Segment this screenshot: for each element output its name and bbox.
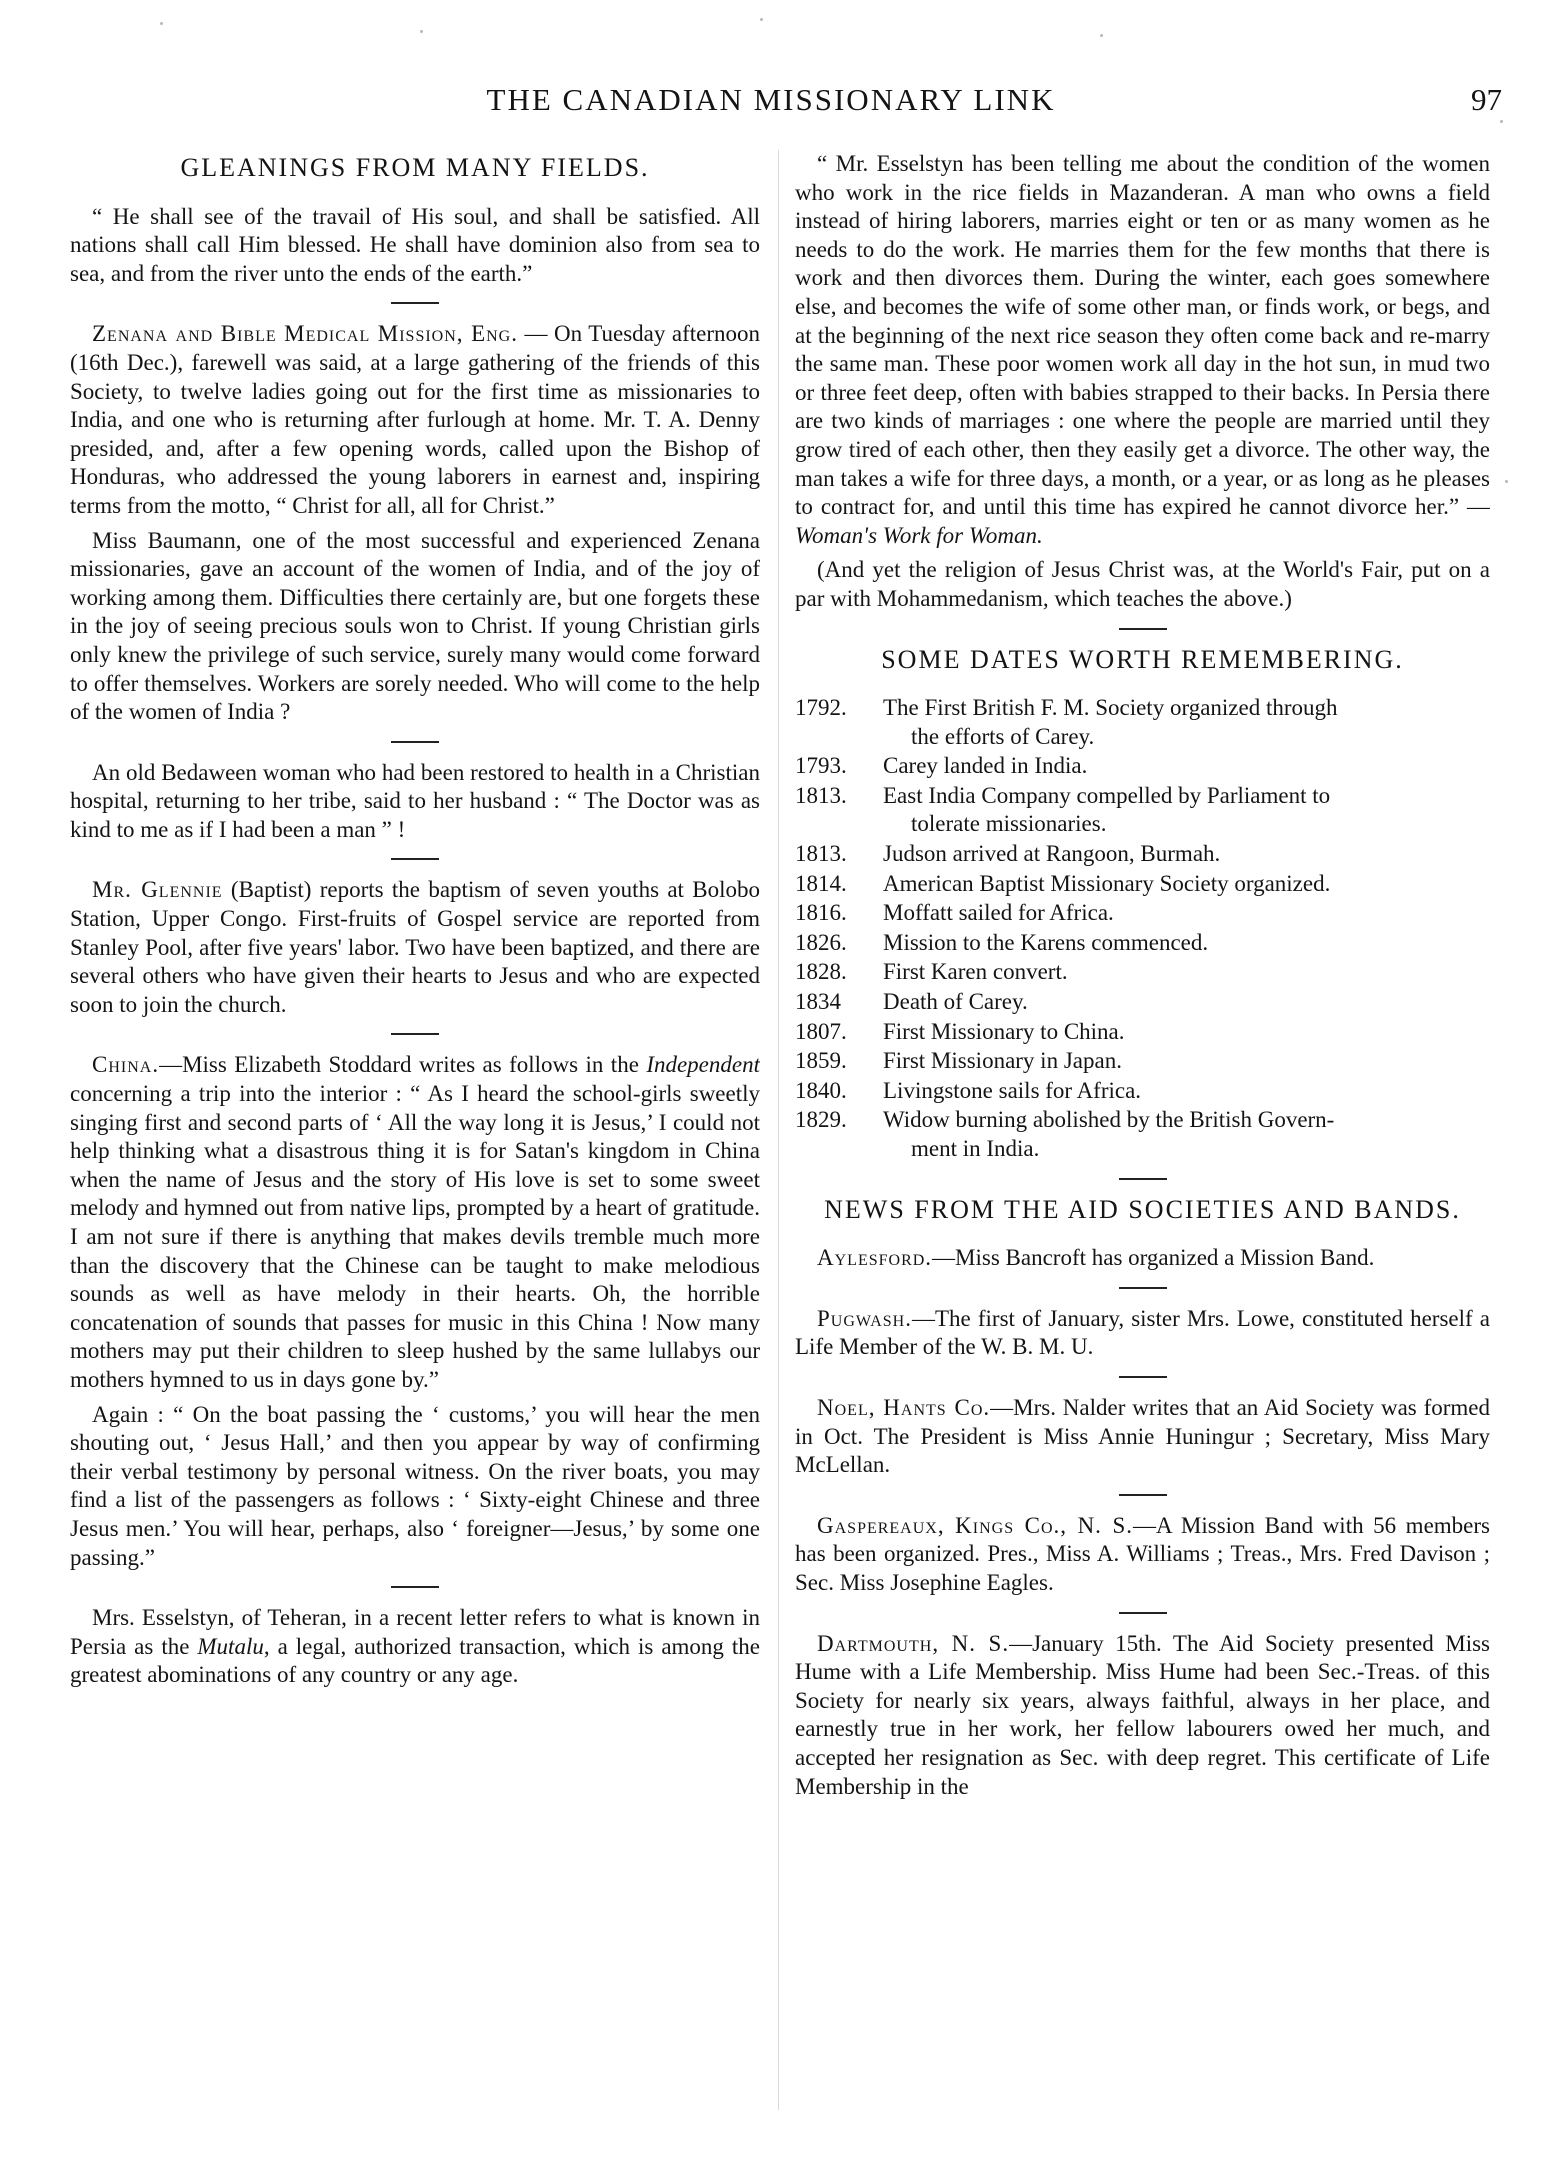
date-event-text: Mission to the Karens commenced. bbox=[883, 929, 1209, 955]
section-heading-news: NEWS FROM THE AID SOCIETIES AND BANDS. bbox=[824, 1194, 1461, 1224]
date-event-text: Judson arrived at Rangoon, Burmah. bbox=[883, 841, 1221, 867]
date-event-continuation: tolerate missionaries. bbox=[911, 811, 1107, 837]
date-event bbox=[883, 694, 1490, 751]
section-heading-dates: SOME DATES WORTH REMEMBERING. bbox=[881, 644, 1404, 674]
date-event-text: Carey landed in India. bbox=[883, 753, 1088, 779]
date-event-text: American Baptist Missionary Society organized. bbox=[883, 870, 1331, 896]
news-item-place: Pugwash. bbox=[817, 1305, 912, 1331]
scan-speck bbox=[760, 18, 763, 21]
news-item-body: —January 15th. The Aid Society presented Miss Hume with a Life Membership. Miss Hume had been Sec.-Treas. of this Society for nearly six years, always faithful, always in her place, and earnestly true in her work, her fellow labourers owed her much, and accepted her resignation as Sec. with deep regret. This certificate of Life Membership in the bbox=[795, 1630, 1490, 1799]
section-rule bbox=[1119, 1376, 1167, 1378]
date-row bbox=[795, 899, 1490, 928]
news-item-place: Noel, Hants Co. bbox=[817, 1394, 991, 1420]
date-year: 1793. bbox=[795, 753, 847, 779]
paragraph-zenana-mission bbox=[70, 320, 760, 520]
right-column bbox=[795, 150, 1490, 2157]
scan-speck bbox=[160, 22, 163, 25]
section-rule bbox=[391, 1586, 439, 1588]
scan-speck bbox=[1100, 34, 1103, 37]
section-rule bbox=[391, 302, 439, 304]
section-rule bbox=[1119, 628, 1167, 630]
date-year: 1813. bbox=[795, 782, 847, 808]
date-event-text: Livingstone sails for Africa. bbox=[883, 1077, 1142, 1103]
date-row bbox=[795, 840, 1490, 869]
scan-speck bbox=[1505, 480, 1508, 483]
section-rule bbox=[391, 858, 439, 860]
paragraph-china bbox=[70, 1051, 760, 1394]
date-event bbox=[883, 870, 1490, 899]
date-row bbox=[795, 1106, 1490, 1163]
date-event bbox=[883, 899, 1490, 928]
section-rule bbox=[1119, 1287, 1167, 1289]
section-rule bbox=[1119, 1178, 1167, 1180]
date-row bbox=[795, 1077, 1490, 1106]
date-row bbox=[795, 694, 1490, 751]
date-event-text: East India Company compelled by Parliament to bbox=[883, 782, 1331, 808]
news-item-body: —The first of January, sister Mrs. Lowe, constituted herself a Life Member of the W. B. M. U. bbox=[795, 1305, 1490, 1360]
paragraph-miss-baumann: Miss Baumann, one of the most successful and experienced Zenana missionaries, gave an account of the women of India, and of the joy of working among them. Difficulties there certainly are, but one forgets these in the joy of seeing precious souls won to Christ. If young Christian girls only knew the privilege of such service, surely many would come forward to offer themselves. Workers are sorely needed. Who will come to the help of the women of India ? bbox=[70, 527, 760, 725]
date-event bbox=[883, 929, 1490, 958]
paragraph-aside: (And yet the religion of Jesus Christ was, at the World's Fair, put on a par with Mohammedanism, which teaches the above.) bbox=[795, 557, 1490, 611]
date-year: 1859. bbox=[795, 1048, 847, 1074]
date-year: 1834 bbox=[795, 989, 841, 1015]
paragraph-body: — On Tuesday afternoon (16th Dec.), farewell was said, at a large gathering of the friends of this Society, to twelve ladies going out for the first time as missionaries to India, and one who is returning after furlough at home. Mr. T. A. Denny presided, and, after a few opening words, called upon the Bishop of Honduras, who addressed the young laborers in earnest and, inspiring terms from the motto, “ Christ for all, all for Christ.” bbox=[70, 321, 760, 518]
date-year: 1828. bbox=[795, 959, 847, 985]
column-divider bbox=[778, 150, 779, 2110]
news-item-pugwash bbox=[795, 1305, 1490, 1362]
paragraph-body: “ Mr. Esselstyn has been telling me about the condition of the women who work in the rice fields in Mazanderan. A man who owns a field instead of hiring laborers, marries eight or ten or as many women as he needs to do the work. He marries them for the few months that there is work and then divorces them. During the winter, each goes somewhere else, and becomes the wife of some other man, or finds work, or begs, and at the beginning of the next rice season they often come back and re-marry the same man. These poor women work all day in the hot sun, in mud two or three feet deep, often with babies strapped to their backs. In Persia there are two kinds of marriages : one where the people are married until they grow tired of each other, then they easily get a divorce. The other way, the man takes a wife for three days, a month, or a year, or as long as he pleases to contract for, and until this time has expired he cannot divorce her.” — bbox=[795, 151, 1490, 520]
news-item-body: —Mrs. Nalder writes that an Aid Society was formed in Oct. The President is Miss Annie Huningur ; Secretary, Miss Mary McLellan. bbox=[795, 1394, 1490, 1478]
paragraph-bedaween-woman: An old Bedaween woman who had been restored to health in a Christian hospital, returning to her tribe, said to her husband : “ The Doctor was as kind to me as if I had been a man ” ! bbox=[70, 759, 760, 842]
news-item-place: Aylesford. bbox=[817, 1245, 933, 1271]
date-event-text: The First British F. M. Society organized through bbox=[883, 695, 1338, 721]
news-item-aylesford bbox=[795, 1244, 1490, 1273]
date-year: 1816. bbox=[795, 900, 847, 926]
scripture-quote: “ He shall see of the travail of His soul, and shall be satisfied. All nations shall call Him blessed. He shall have dominion also from sea to sea, and from the river unto the ends of the earth.” bbox=[70, 203, 760, 286]
paragraph-again: Again : “ On the boat passing the ‘ customs,’ you will hear the men shouting out, ‘ Jesus Hall,’ and then you appear by way of confirming their verbal testimony by personal witness. On the river boats, you may find a list of the passengers as follows : ‘ Sixty-eight Chinese and three Jesus men.’ You will hear, perhaps, also ‘ foreigner—Jesus,’ by some one passing.” bbox=[70, 1401, 760, 1570]
date-row bbox=[795, 782, 1490, 839]
date-event bbox=[883, 988, 1490, 1017]
date-year: 1826. bbox=[795, 929, 847, 955]
date-event bbox=[883, 782, 1490, 839]
date-row bbox=[795, 929, 1490, 958]
page-header bbox=[0, 78, 1542, 122]
date-row bbox=[795, 870, 1490, 899]
date-event-continuation: ment in India. bbox=[911, 1136, 1040, 1161]
paragraph-lead: China. bbox=[92, 1052, 160, 1078]
scan-speck bbox=[420, 30, 423, 33]
journal-title: THE CANADIAN MISSIONARY LINK bbox=[486, 82, 1056, 117]
paragraph-lead: Zenana and Bible Medical Mission, Eng. bbox=[92, 321, 518, 347]
section-rule bbox=[391, 741, 439, 743]
section-rule bbox=[391, 1033, 439, 1035]
paragraph-body: Mrs. Esselstyn, of Teheran, in a recent letter refers to what is known in Persia as the bbox=[70, 1605, 760, 1659]
paragraph-body: concerning a trip into the interior : “ As I heard the school-girls sweetly singing first and second parts of ‘ All the way long it is Jesus,’ I could not help thinking what a disastrous thing it is for Satan's kingdom in China when the name of Jesus and the story of His love is set to some sweet melody and hymned out from native lips, prompted by a heart of gratitude. I am not sure if there is anything that makes devils tremble much more than the discovery that the Chinese can be taught to make melodious sounds as well as have melody in their hearts. Oh, the horrible concatenation of sounds that passes for music in this China ! Now many mothers may put their children to sleep hushed by the same lullabys our mothers hymned to us in days gone by.” bbox=[70, 1081, 760, 1392]
date-year: 1807. bbox=[795, 1018, 847, 1044]
dates-list bbox=[795, 694, 1490, 1164]
news-item-dartmouth bbox=[795, 1630, 1490, 1802]
date-year: 1813. bbox=[795, 841, 847, 867]
date-event bbox=[883, 958, 1490, 987]
date-year: 1814. bbox=[795, 870, 847, 896]
date-year: 1829. bbox=[795, 1107, 847, 1133]
section-rule bbox=[1119, 1494, 1167, 1496]
date-row bbox=[795, 1018, 1490, 1047]
date-event-text: First Missionary to China. bbox=[883, 1018, 1125, 1044]
date-event-text: Death of Carey. bbox=[883, 989, 1028, 1015]
news-item-noel bbox=[795, 1394, 1490, 1480]
section-rule bbox=[1119, 1612, 1167, 1614]
date-event-text: First Missionary in Japan. bbox=[883, 1048, 1122, 1074]
news-item-body: —Miss Bancroft has organized a Mission Band. bbox=[932, 1245, 1375, 1271]
publication-name: Independent bbox=[646, 1052, 760, 1078]
section-heading-gleanings: GLEANINGS FROM MANY FIELDS. bbox=[180, 153, 650, 182]
date-event-text: Moffatt sailed for Africa. bbox=[883, 900, 1114, 926]
date-event-text: Widow burning abolished by the British Govern- bbox=[883, 1107, 1335, 1133]
paragraph-mrs-esselstyn bbox=[70, 1604, 760, 1690]
date-row bbox=[795, 752, 1490, 781]
date-event bbox=[883, 1077, 1490, 1106]
date-year: 1792. bbox=[795, 695, 847, 721]
news-item-body: —A Mission Band with 56 members has been organized. Pres., Miss A. Williams ; Treas., Mrs. Fred Davison ; Sec. Miss Josephine Eagles. bbox=[795, 1512, 1490, 1595]
paragraph-body: —Miss Elizabeth Stoddard writes as follows in the bbox=[159, 1052, 647, 1078]
term-mutalu: Mutalu bbox=[197, 1633, 264, 1659]
quote-source: Woman's Work for Woman. bbox=[795, 522, 1043, 548]
date-row bbox=[795, 958, 1490, 987]
date-row bbox=[795, 1047, 1490, 1076]
date-event bbox=[883, 840, 1490, 869]
date-year: 1840. bbox=[795, 1077, 847, 1103]
page-number: 97 bbox=[1471, 82, 1502, 117]
paragraph-mr-glennie bbox=[70, 876, 760, 1019]
date-event bbox=[883, 752, 1490, 781]
date-row bbox=[795, 988, 1490, 1017]
date-event bbox=[883, 1106, 1490, 1163]
left-column bbox=[70, 150, 760, 2157]
paragraph-esselstyn-quote bbox=[795, 150, 1490, 550]
news-item-place: Dartmouth, N. S. bbox=[817, 1630, 1010, 1656]
paragraph-body: , a legal, authorized transaction, which is among the greatest abominations of any country or any age. bbox=[70, 1633, 760, 1688]
paragraph-body: (Baptist) reports the baptism of seven youths at Bolobo Station, Upper Congo. First-fruits of Gospel service are reported from Stanley Pool, after five years' labor. Two have been baptized, and there are several others who have given their hearts to Jesus and who are expected soon to join the church. bbox=[70, 877, 760, 1017]
date-event bbox=[883, 1047, 1490, 1076]
news-item-place: Gaspereaux, Kings Co., N. S. bbox=[817, 1512, 1134, 1538]
paragraph-lead: Mr. Glennie bbox=[92, 877, 223, 903]
news-item-gaspereaux bbox=[795, 1512, 1490, 1598]
date-event-text: First Karen convert. bbox=[883, 959, 1068, 985]
date-event bbox=[883, 1018, 1490, 1047]
date-event-continuation: the efforts of Carey. bbox=[911, 723, 1095, 749]
